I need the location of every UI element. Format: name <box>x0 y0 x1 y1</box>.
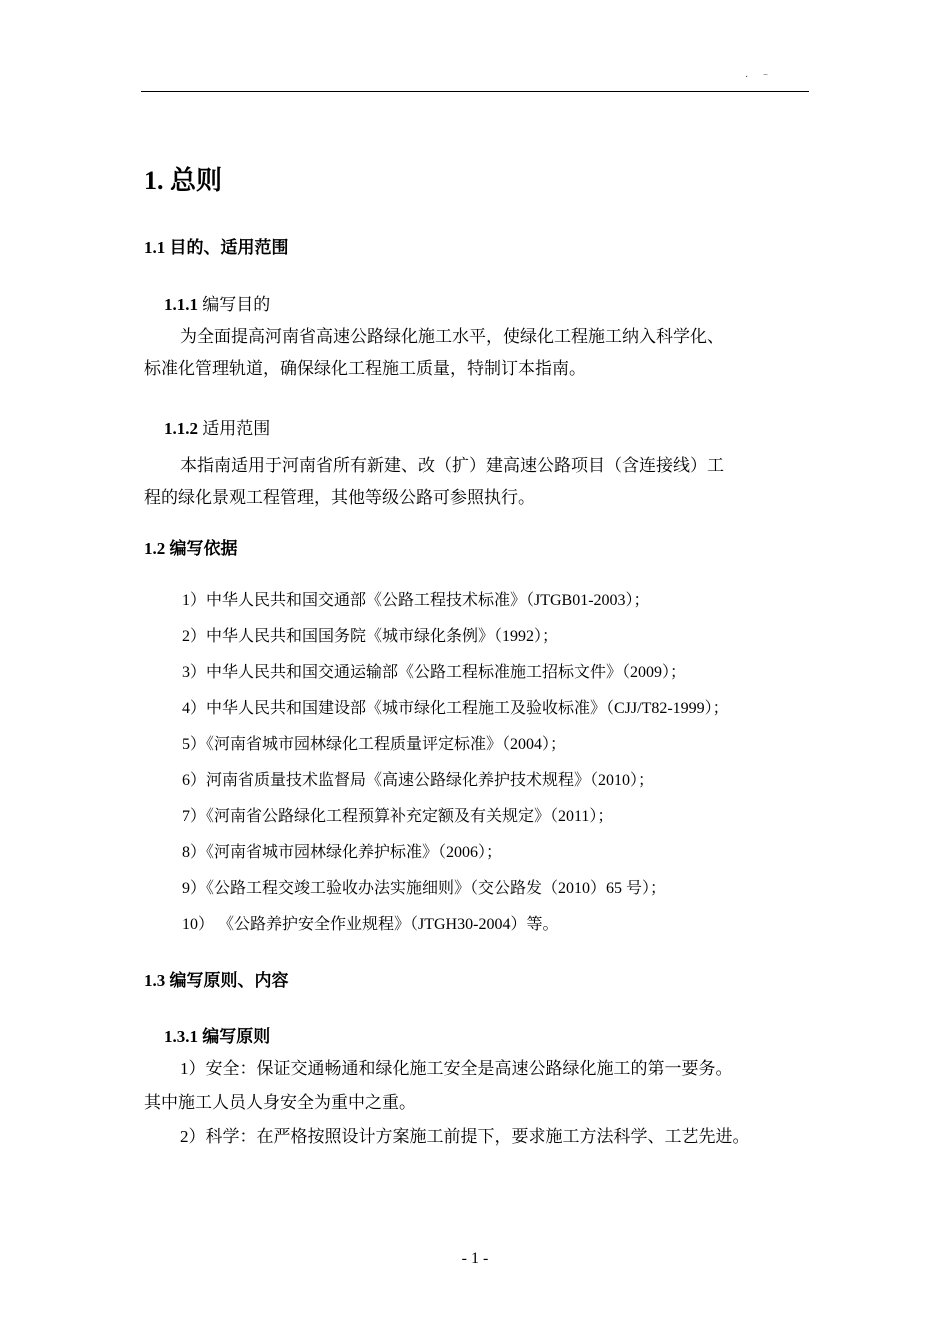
paragraph-scope-line-2: 程的绿化景观工程管理，其他等级公路可参照执行。 <box>144 488 535 507</box>
section-1-1-1-heading <box>164 290 270 315</box>
paragraph-safety-line-1: 1）安全：保证交通畅通和绿化施工安全是高速公路绿化施工的第一要务。 <box>180 1059 733 1078</box>
section-1-3-1-heading: 1.3.1 编写原则 <box>164 1027 271 1046</box>
paragraph-purpose-line-2: 标准化管理轨道，确保绿化工程施工质量，特制订本指南。 <box>144 359 586 378</box>
reference-item: 1）中华人民共和国交通部《公路工程技术标准》（JTGB01-2003）； <box>182 592 650 609</box>
reference-item: 7）《河南省公路绿化工程预算补充定额及有关规定》（2011）； <box>182 808 614 825</box>
section-1-3-heading: 1.3 编写原则、内容 <box>144 971 289 990</box>
reference-item: 8）《河南省城市园林绿化养护标准》（2006）； <box>182 844 503 861</box>
paragraph-scope-line-1: 本指南适用于河南省所有新建、改（扩）建高速公路项目（含连接线）工 <box>180 456 724 475</box>
paragraph-purpose-line-1: 为全面提高河南省高速公路绿化施工水平，使绿化工程施工纳入科学化、 <box>180 327 724 346</box>
reference-item: 4）中华人民共和国建设部《城市绿化工程施工及验收标准》（CJJ/T82-1999）； <box>182 700 729 717</box>
reference-item: 2）中华人民共和国国务院《城市绿化条例》（1992）； <box>182 628 559 645</box>
reference-item: 3）中华人民共和国交通运输部《公路工程标准施工招标文件》（2009）； <box>182 664 687 681</box>
page-number: - 1 - <box>461 1250 489 1267</box>
header-rule <box>141 91 809 92</box>
paragraph-science-line-1: 2）科学：在严格按照设计方案施工前提下，要求施工方法科学、工艺先进。 <box>180 1127 750 1146</box>
section-1-2-heading: 1.2 编写依据 <box>144 539 238 558</box>
reference-item: 6）河南省质量技术监督局《高速公路绿化养护技术规程》（2010）； <box>182 772 655 789</box>
section-1-1-2-heading <box>164 414 270 439</box>
section-1-1-2-title: 适用范围 <box>198 419 271 438</box>
chapter-title: 1. 总则 <box>144 166 223 195</box>
header-mark: · ⁻ <box>745 72 775 83</box>
section-1-1-heading: 1.1 目的、适用范围 <box>144 238 289 257</box>
paragraph-safety-line-2: 其中施工人员人身安全为重中之重。 <box>144 1093 416 1112</box>
section-1-1-1-number: 1.1.1 <box>164 295 198 314</box>
reference-item: 5）《河南省城市园林绿化工程质量评定标准》（2004）； <box>182 736 567 753</box>
reference-item: 10） 《公路养护安全作业规程》（JTGH30-2004）等。 <box>182 916 559 933</box>
section-1-1-2-number: 1.1.2 <box>164 419 198 438</box>
section-1-1-1-title: 编写目的 <box>198 295 271 314</box>
reference-item: 9）《公路工程交竣工验收办法实施细则》（交公路发（2010）65 号）； <box>182 880 667 897</box>
